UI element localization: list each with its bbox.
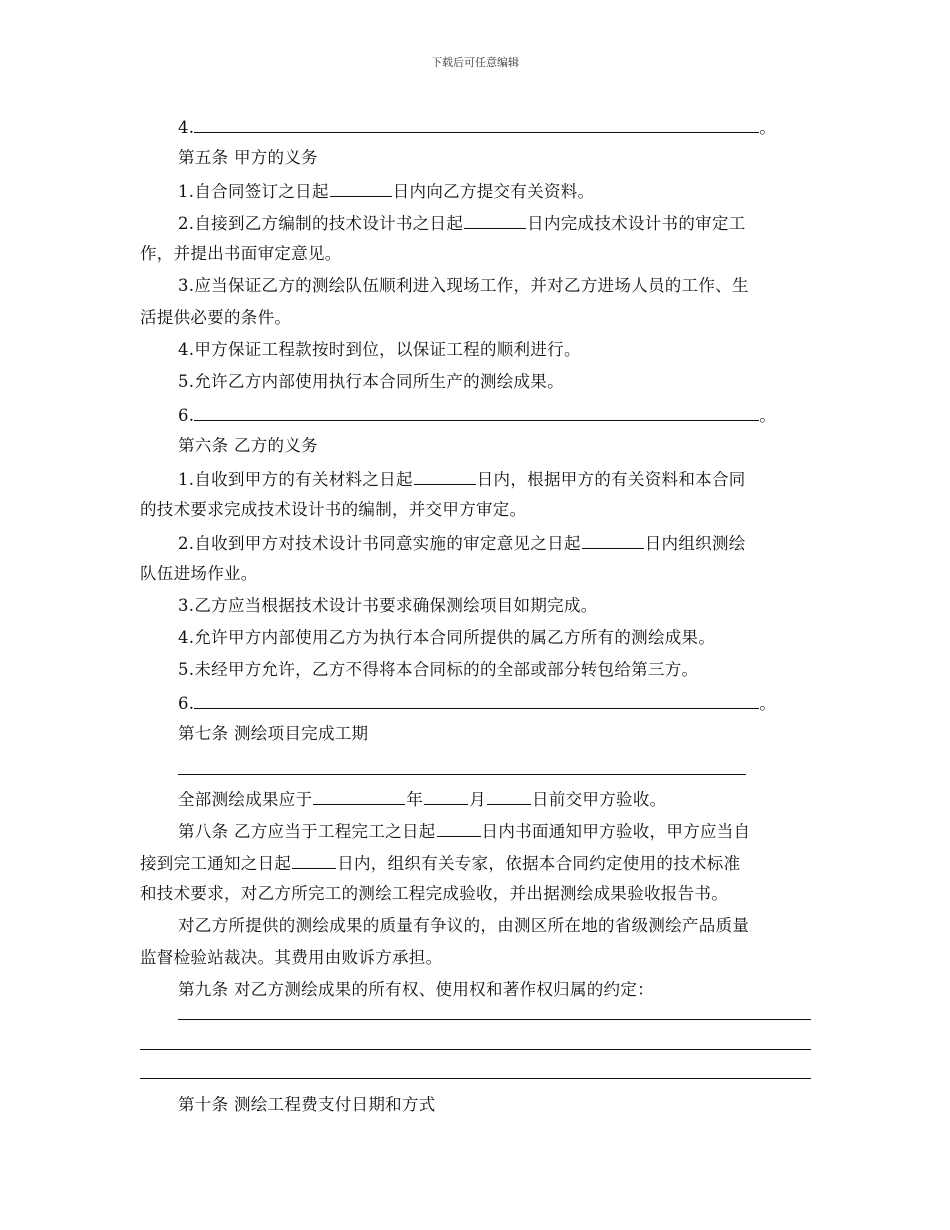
clause-line: 对乙方所提供的测绘成果的质量有争议的，由测区所在地的省级测绘产品质量 <box>178 916 750 935</box>
clause-text: 1.自合同签订之日起 <box>178 182 329 201</box>
clause-text: 第八条 乙方应当于工程完工之日起 <box>178 822 436 841</box>
clause-line: 3.应当保证乙方的测绘队伍顺利进入现场工作，并对乙方进场人员的工作、生 <box>178 276 749 295</box>
clause-text: 2.自接到乙方编制的技术设计书之日起 <box>178 214 464 233</box>
clause-line <box>140 206 812 238</box>
clause-text: 日内完成技术设计书的审定工 <box>527 214 746 233</box>
fill-blank[interactable] <box>178 750 746 775</box>
article-10-title: 第十条 测绘工程费支付日期和方式 <box>178 1095 436 1114</box>
clause-text: 日内，组织有关专家，依据本合同约定使用的技术标准 <box>337 854 741 873</box>
clause-line <box>140 398 812 430</box>
clause-line <box>140 462 812 494</box>
clause-line <box>140 814 812 846</box>
clause-line: 的技术要求完成技术设计书的编制，并交甲方审定。 <box>140 500 527 519</box>
clause-text: 1.自收到甲方的有关材料之日起 <box>178 470 413 489</box>
period: 。 <box>759 694 777 713</box>
clause-line: 3.乙方应当根据技术设计书要求确保测绘项目如期完成。 <box>178 596 598 615</box>
fill-blank[interactable] <box>194 110 759 133</box>
fill-blank[interactable] <box>292 846 336 869</box>
clause-text: 接到完工通知之日起 <box>140 854 292 873</box>
clause-line: 活提供必要的条件。 <box>140 308 292 327</box>
clause-line: 作，并提出书面审定意见。 <box>140 244 342 263</box>
clause-text: 全部测绘成果应于 <box>178 790 313 809</box>
fill-blank[interactable] <box>414 462 476 485</box>
clause-line <box>140 846 812 878</box>
article-5-title: 第五条 甲方的义务 <box>178 148 318 167</box>
clause-line <box>140 174 812 206</box>
fill-blank-year[interactable] <box>313 782 405 805</box>
fill-blank[interactable] <box>582 526 644 549</box>
clause-line <box>140 526 812 558</box>
fill-blank-month[interactable] <box>424 782 468 805</box>
clause-number: 6. <box>178 406 195 425</box>
clause-text: 日内组织测绘 <box>644 534 746 553</box>
clause-text: 日内向乙方提交有关资料。 <box>392 182 595 201</box>
fill-blank[interactable] <box>330 174 392 197</box>
clause-line: 队伍进场作业。 <box>140 564 258 583</box>
clause-line <box>140 110 812 142</box>
period: 。 <box>759 406 777 425</box>
period: 。 <box>759 118 777 137</box>
fill-line <box>140 750 812 782</box>
fill-rule[interactable] <box>140 1078 811 1079</box>
clause-line <box>140 782 812 814</box>
article-6-title: 第六条 乙方的义务 <box>178 436 318 455</box>
clause-number: 4. <box>178 118 195 137</box>
fill-blank[interactable] <box>194 398 759 421</box>
clause-line: 4.允许甲方内部使用乙方为执行本合同所提供的属乙方所有的测绘成果。 <box>178 628 716 647</box>
clause-text: 年 <box>406 790 424 809</box>
clause-number: 6. <box>178 694 195 713</box>
clause-text: 日前交甲方验收。 <box>532 790 667 809</box>
clause-line: 和技术要求，对乙方所完工的测绘工程完成验收，并出据测绘成果验收报告书。 <box>140 884 728 903</box>
clause-line: 4.甲方保证工程款按时到位，以保证工程的顺利进行。 <box>178 340 581 359</box>
clause-line: 5.允许乙方内部使用执行本合同所生产的测绘成果。 <box>178 372 564 391</box>
clause-text: 日内书面通知甲方验收，甲方应当自 <box>481 822 751 841</box>
clause-text: 日内，根据甲方的有关资料和本合同 <box>476 470 746 489</box>
fill-blank-day[interactable] <box>487 782 531 805</box>
article-7-title: 第七条 测绘项目完成工期 <box>178 724 369 743</box>
fill-blank[interactable] <box>194 686 759 709</box>
article-9-title: 第九条 对乙方测绘成果的所有权、使用权和著作权归属的约定： <box>178 980 654 999</box>
fill-blank[interactable] <box>437 814 481 837</box>
fill-rule[interactable] <box>178 1019 811 1020</box>
clause-line: 5.未经甲方允许，乙方不得将本合同标的的全部或部分转包给第三方。 <box>178 660 699 679</box>
clause-line <box>140 686 812 718</box>
fill-rule[interactable] <box>140 1049 811 1050</box>
clause-text: 月 <box>469 790 487 809</box>
page-header: 下载后可任意编辑 <box>431 56 519 69</box>
contract-page <box>140 110 812 1006</box>
clause-line: 监督检验站裁决。其费用由败诉方承担。 <box>140 948 443 967</box>
fill-blank[interactable] <box>464 206 526 229</box>
clause-text: 2.自收到甲方对技术设计书同意实施的审定意见之日起 <box>178 534 581 553</box>
